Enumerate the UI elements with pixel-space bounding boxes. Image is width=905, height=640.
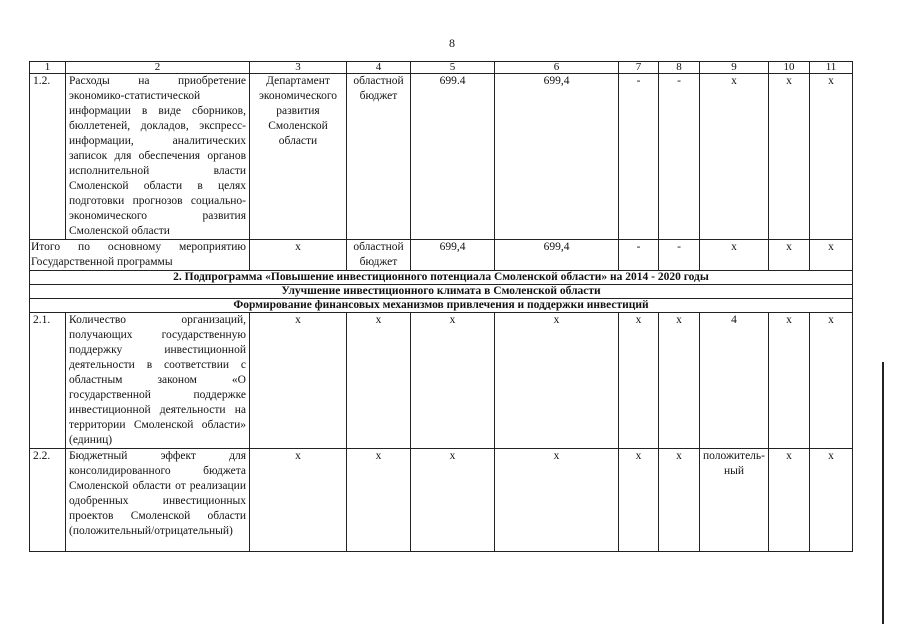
total-value-10: x	[769, 240, 810, 271]
program-table	[29, 61, 853, 552]
row-value-6: x	[495, 313, 619, 449]
total-value-8: -	[659, 240, 700, 271]
row-funding-source: x	[347, 313, 411, 449]
column-number: 5	[411, 62, 495, 74]
row-executor: x	[250, 449, 347, 552]
section-title-row	[30, 299, 853, 313]
row-value-11: x	[810, 449, 853, 552]
row-description: Расходы на приобретение экономико-статистической информации в виде сборников, бюллетеней, докладов, экспресс-информации, аналитических записок для обеспечения органов исполнительной власти Смоленской области в целях подготовки прогнозов социально-экономического развития Смоленской области	[66, 74, 250, 240]
row-value-11: x	[810, 313, 853, 449]
row-value-10: x	[769, 74, 810, 240]
task-title: Формирование финансовых механизмов привлечения и поддержки инвестиций	[30, 299, 853, 313]
row-value-9: положитель-ный	[700, 449, 769, 552]
total-executor: x	[250, 240, 347, 271]
row-value-11: x	[810, 74, 853, 240]
column-number: 9	[700, 62, 769, 74]
total-value-5: 699,4	[411, 240, 495, 271]
page-number: 8	[449, 36, 455, 50]
total-value-7: -	[619, 240, 659, 271]
row-value-6: x	[495, 449, 619, 552]
row-value-8: x	[659, 313, 700, 449]
row-value-5: x	[411, 313, 495, 449]
column-number: 1	[30, 62, 66, 74]
total-value-6: 699,4	[495, 240, 619, 271]
row-number: 2.1.	[30, 313, 66, 449]
section-title-row	[30, 271, 853, 285]
column-number: 4	[347, 62, 411, 74]
column-number: 8	[659, 62, 700, 74]
row-value-10: x	[769, 313, 810, 449]
column-number: 6	[495, 62, 619, 74]
goal-title: Улучшение инвестиционного климата в Смоленской области	[30, 285, 853, 299]
row-value-7: x	[619, 449, 659, 552]
column-number: 10	[769, 62, 810, 74]
subprogram-title: 2. Подпрограмма «Повышение инвестиционного потенциала Смоленской области» на 2014 - 2020 годы	[30, 271, 853, 285]
row-executor: x	[250, 313, 347, 449]
row-description: Количество организаций, получающих государственную поддержку инвестиционной деятельности в соответствии с областным законом «О государственной поддержке инвестиционной деятельности на территории Смоленской области» (единиц)	[66, 313, 250, 449]
total-label: Итого по основному мероприятию Государственной программы	[30, 240, 250, 271]
row-value-6: 699,4	[495, 74, 619, 240]
total-value-9: x	[700, 240, 769, 271]
row-description: Бюджетный эффект для консолидированного бюджета Смоленской области от реализации одобренных инвестиционных проектов Смоленской области (положительный/отрицательный)	[66, 449, 250, 552]
table-row	[30, 74, 853, 240]
section-title-row	[30, 285, 853, 299]
row-value-5: 699.4	[411, 74, 495, 240]
row-value-9: 4	[700, 313, 769, 449]
table-row	[30, 449, 853, 552]
total-row	[30, 240, 853, 271]
row-value-8: -	[659, 74, 700, 240]
total-funding-source: областной бюджет	[347, 240, 411, 271]
column-number: 2	[66, 62, 250, 74]
row-value-5: x	[411, 449, 495, 552]
column-number-row	[30, 62, 853, 74]
row-executor: Департамент экономического развития Смоленской области	[250, 74, 347, 240]
margin-line	[882, 362, 884, 624]
row-value-9: x	[700, 74, 769, 240]
row-value-7: -	[619, 74, 659, 240]
column-number: 7	[619, 62, 659, 74]
row-number: 2.2.	[30, 449, 66, 552]
row-value-10: x	[769, 449, 810, 552]
column-number: 11	[810, 62, 853, 74]
column-number: 3	[250, 62, 347, 74]
row-value-7: x	[619, 313, 659, 449]
row-funding-source: x	[347, 449, 411, 552]
row-number: 1.2.	[30, 74, 66, 240]
row-funding-source: областной бюджет	[347, 74, 411, 240]
table-row	[30, 313, 853, 449]
total-value-11: x	[810, 240, 853, 271]
row-value-8: x	[659, 449, 700, 552]
